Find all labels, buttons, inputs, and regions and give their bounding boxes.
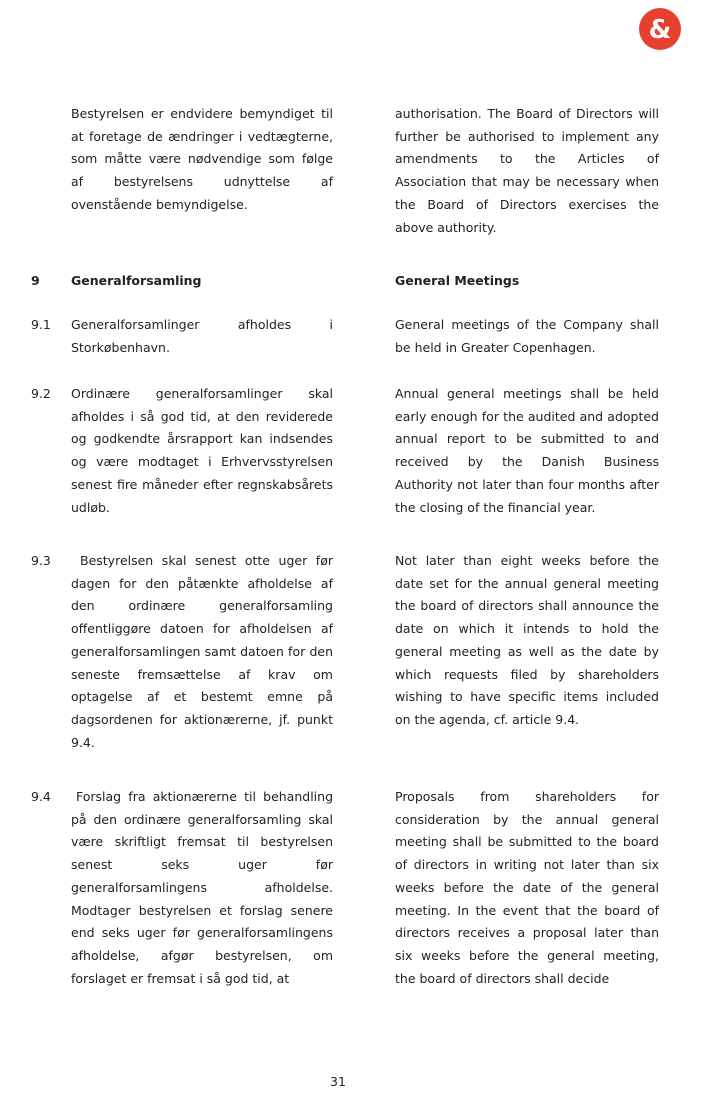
clause-english: General meetings of the Company shall be held in Greater Copenhagen.: [395, 317, 659, 355]
clause-danish: Ordinære generalforsamlinger skal afholdes i så god tid, at den reviderede og godkendte årsrapport kan indsendes og være modtaget i Erhvervsstyrelsen senest fire måneder efter regnskabsårets udløb.: [71, 386, 333, 515]
section-number: 9: [31, 273, 40, 288]
section-title-english: General Meetings: [395, 273, 520, 288]
logo-glyph: &: [648, 15, 672, 45]
page-number: 31: [330, 1074, 346, 1089]
clause-english: Not later than eight weeks before the date set for the annual general meeting the board of directors shall announce the date on which it intends to hold the general meeting as well as the date by which requests filed by shareholders wishing to have specific items included on the agenda, cf. article 9.4.: [395, 553, 659, 727]
clause-number: 9.1: [31, 317, 51, 332]
clause-number: 9.4: [31, 789, 51, 804]
clause-number: 9.3: [31, 553, 51, 568]
company-logo: [638, 8, 682, 50]
clause-english: Annual general meetings shall be held early enough for the audited and adopted annual report to be submitted to and received by the Danish Business Authority not later than four months after the closing of the financial year.: [395, 386, 659, 515]
clause-danish: Bestyrelsen skal senest otte uger før dagen for den påtænkte afholdelse af den ordinære generalforsamling offentliggøre datoen for afholdelsen af generalforsamlingen samt datoen for den seneste fremsættelse af krav om optagelse af et bestemt emne på dagsordenen for aktionærerne, jf. punkt 9.4.: [71, 553, 333, 750]
clause-danish: Forslag fra aktionærerne til behandling på den ordinære generalforsamling skal være skriftligt fremsat til bestyrelsen senest seks uger før generalforsamlingens afholdelse. Modtager bestyrelsen et forslag senere end seks uger før generalforsamlingens afholdelse, afgør bestyrelsen, om forslaget er fremsat i så god tid, at: [71, 789, 333, 986]
intro-danish: Bestyrelsen er endvidere bemyndiget til at foretage de ændringer i vedtægterne, som måtte være nødvendige som følge af bestyrelsens udnyttelse af ovenstående bemyndigelse.: [71, 106, 333, 212]
clause-number: 9.2: [31, 386, 51, 401]
clause-english: Proposals from shareholders for consideration by the annual general meeting shall be submitted to the board of directors in writing not later than six weeks before the date of the general meeting. In the event that the board of directors receives a proposal later than six weeks before the general meeting, the board of directors shall decide: [395, 789, 659, 986]
section-title-danish: Generalforsamling: [71, 273, 202, 288]
clause-danish: Generalforsamlinger afholdes i Storkøbenhavn.: [71, 317, 333, 355]
intro-english: authorisation. The Board of Directors will further be authorised to implement any amendments to the Articles of Association that may be necessary when the Board of Directors exercises the above authority.: [395, 106, 659, 235]
